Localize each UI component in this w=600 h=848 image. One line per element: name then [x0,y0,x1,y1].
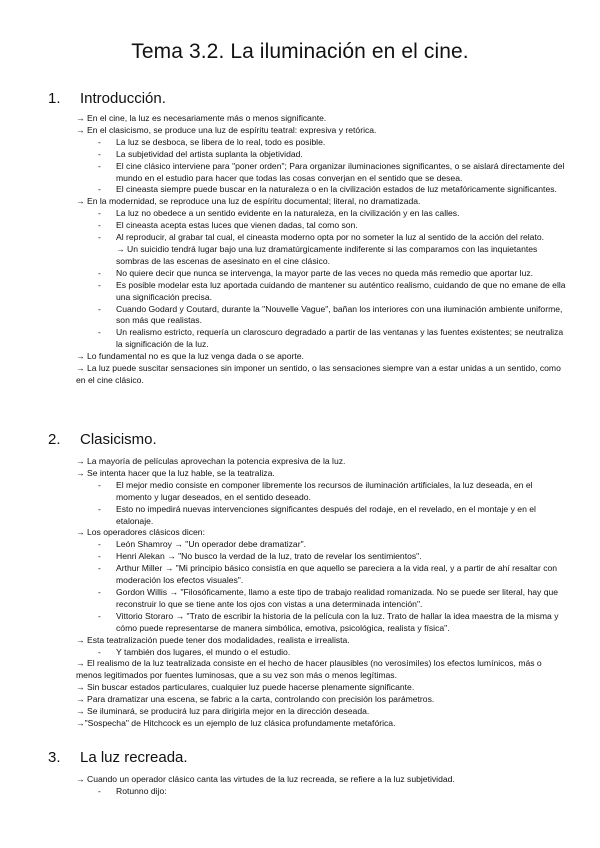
bullet-item: - Vittorio Storaro → "Trato de escribir la historia de la película con la luz. Trato de hallar la idea maestra de la misma y cómo puede representarse de manera simbólica, emotiva, psicológica, realista y física". [76,611,566,635]
section-number: 3. [48,749,61,766]
section-heading-luz-recreada [48,749,188,766]
bullet-item: - Y también dos lugares, el mundo o el estudio. [76,647,566,659]
paragraph-line: → El realismo de la luz teatralizada consiste en el hecho de hacer plausibles (no verosímiles) los efectos lumínicos, más o menos legitimados por fuentes luminosas, que a su vez son más o menos legítimas. [76,658,542,681]
bullet-item: - Un realismo estricto, requería un claroscuro degradado a partir de las ventanas y las fuentes existentes; se neutraliza la significación de la luz. [76,327,566,351]
paragraph-line: → En el cine, la luz es necesariamente más o menos significante. [76,113,327,123]
bullet-item: - Es posible modelar esta luz aportada cuidando de mantener su auténtico realismo, cuidando de que no emane de ella una significación precisa. [76,280,566,304]
paragraph-line: →"Sospecha" de Hitchcock es un ejemplo de luz clásica profundamente metafórica. [76,717,396,728]
paragraph-line: → Sin buscar estados particulares, cualquier luz puede hacerse plenamente significante. [76,682,415,693]
section-number: 2. [48,431,61,448]
bullet-item: - No quiere decir que nunca se intervenga, la mayor parte de las veces no queda más remedio que aportar luz. [76,268,566,280]
bullet-item: - El cineasta acepta estas luces que vienen dadas, tal como son. [76,220,566,232]
bullet-item: - El mejor medio consiste en componer libremente los recursos de iluminación artificiales, la luz deseada, en el momento y lugar deseados, en el sentido deseado. [76,480,566,504]
bullet-item: - La luz no obedece a un sentido evidente en la naturaleza, en la civilización y en las calles. [76,208,566,220]
paragraph-line: → Se intenta hacer que la luz hable, se la teatraliza. [76,467,275,478]
paragraph-line: → Esta teatralización puede tener dos modalidades, realista e irrealista. [76,634,350,645]
section-body-luz-recreada [76,774,566,798]
paragraph-line: → Para dramatizar una escena, se fabric a la carta, controlando con precisión los parámetros. [76,694,435,705]
section-heading-introduccion [48,90,166,107]
bullet-item: - El cine clásico interviene para "poner orden"; Para organizar iluminaciones significantes, o se aislará directamente del mundo en el estudio para hacer que todas las cosas converjan en el sentido que se desea. [76,161,566,185]
paragraph-line: → Se iluminará, se producirá luz para dirigirla mejor en la dirección deseada. [76,706,370,717]
bullet-item: - El cineasta siempre puede buscar en la naturaleza o en la civilización estados de luz metafóricamente significantes. [76,184,566,196]
section-title: La luz recreada. [80,749,188,766]
bullet-item: - Cuando Godard y Coutard, durante la "Nouvelle Vague", bañan los interiores con una iluminación ambiente uniforme, son más que realistas. [76,304,566,328]
bullet-item: - Rotunno dijo: [76,786,566,798]
bullet-item: - La luz se desboca, se libera de lo real, todo es posible. [76,137,566,149]
bullet-item: - Al reproducir, al grabar tal cual, el cineasta moderno opta por no someter la luz al sentido de la acción del relato. [76,232,566,244]
section-heading-clasicismo [48,431,157,448]
paragraph-line: → La luz puede suscitar sensaciones sin imponer un sentido, o las sensaciones siempre van a estar unidas a un sentido, como en el cine clásico. [76,363,561,385]
paragraph-line: → Lo fundamental no es que la luz venga dada o se aporte. [76,351,304,362]
section-body-clasicismo [76,456,566,730]
bullet-item: - Arthur Miller → "Mi principio básico consistía en que aquello se pareciera a la vida real, y a partir de ahí resaltar con moderación los efectos visuales". [76,563,566,587]
paragraph-line: → En la modernidad, se reproduce una luz de espíritu documental; literal, no dramatizada. [76,196,421,207]
page-title: Tema 3.2. La iluminación en el cine. [131,40,469,63]
paragraph-line: → En el clasicismo, se produce una luz de espíritu teatral: expresiva y retórica. [76,124,377,135]
section-title: Introducción. [80,90,166,107]
sub-note: → Un suicidio tendrá lugar bajo una luz dramatúrgicamente indiferente si las comparamos con las inquietantes sombras de las escenas de asesinato en el cine clásico. [116,243,538,266]
paragraph-line: → La mayoría de películas aprovechan la potencia expresiva de la luz. [76,456,346,466]
bullet-item: - La subjetividad del artista suplanta la objetividad. [76,149,566,161]
section-title: Clasicismo. [80,431,157,448]
bullet-item: - Gordon Willis → "Filosóficamente, llamo a este tipo de trabajo realidad romanizada. No se puede ser literal, hay que reconstruir lo que se tiene ante los ojos con vistas a una determinada intención". [76,587,566,611]
paragraph-line: → Los operadores clásicos dicen: [76,527,205,538]
bullet-item: - León Shamroy → "Un operador debe dramatizar". [76,539,566,551]
bullet-item: - Esto no impedirá nuevas intervenciones significantes después del rodaje, en el revelado, en el montaje y en el etalonaje. [76,504,566,528]
paragraph-line: → Cuando un operador clásico canta las virtudes de la luz recreada, se refiere a la luz subjetividad. [76,774,455,784]
section-number: 1. [48,90,61,107]
section-body-introduccion [76,113,566,387]
bullet-item: - Henri Alekan → "No busco la verdad de la luz, trato de revelar los sentimientos". [76,551,566,563]
